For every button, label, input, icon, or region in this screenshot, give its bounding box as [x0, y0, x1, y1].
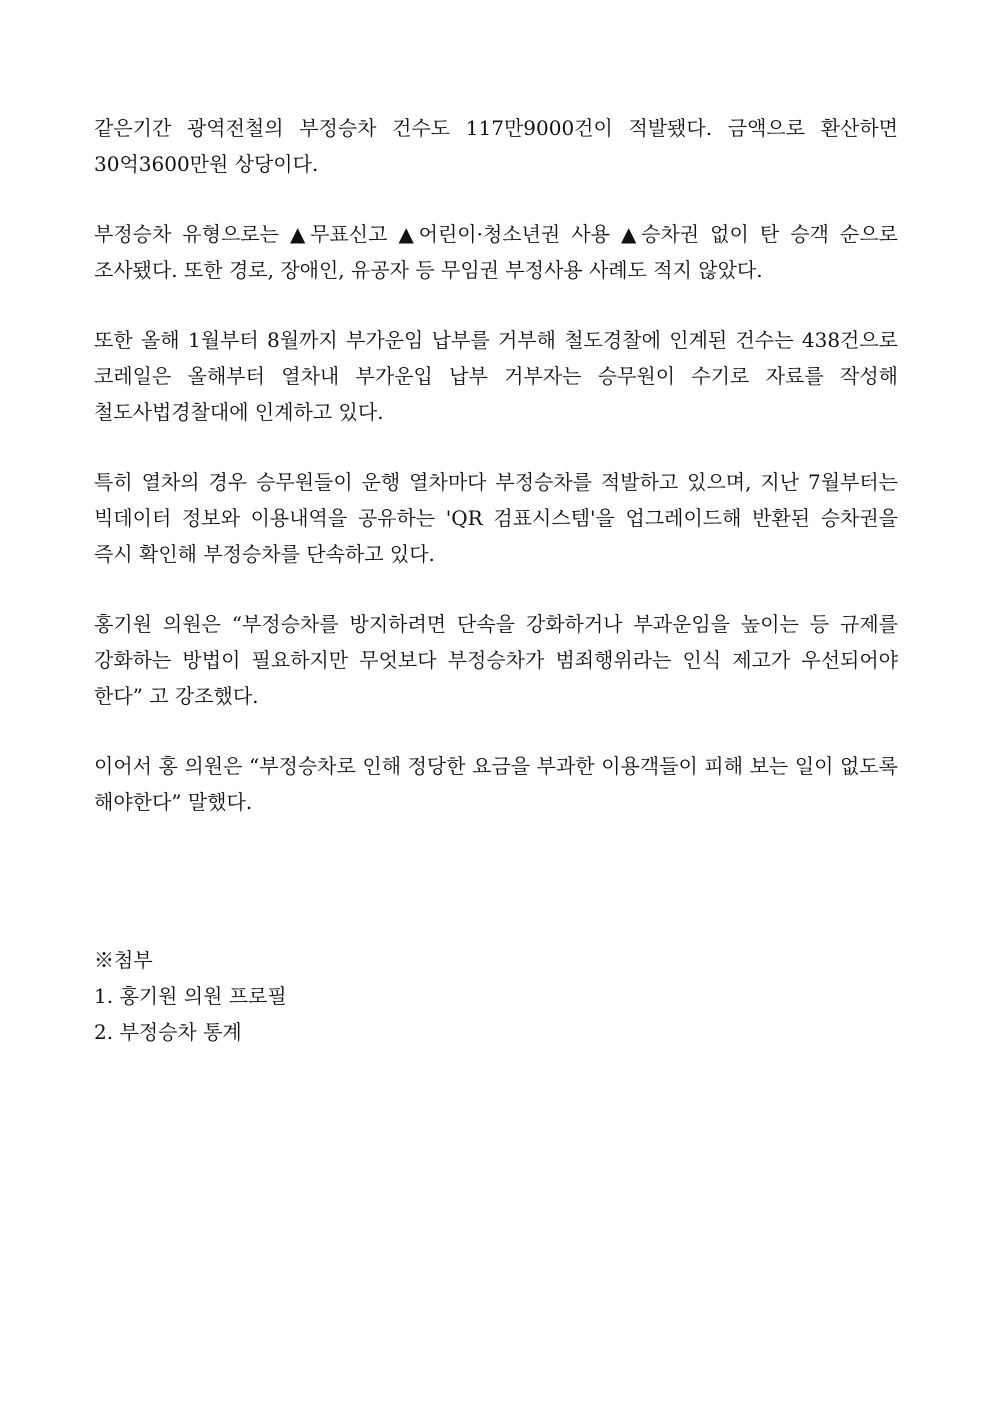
paragraph-fare-evasion-count: 같은기간 광역전철의 부정승차 건수도 117만9000건이 적발됐다. 금액으로 환산하면 30억3600만원 상당이다.: [94, 116, 898, 176]
attachments-heading: ※첨부: [94, 948, 153, 972]
attachment-item-profile: 1. 홍기원 의원 프로필: [94, 984, 287, 1008]
attachment-item-statistics: 2. 부정승차 통계: [94, 1020, 242, 1044]
paragraph-lawmaker-quote-1: 홍기원 의원은 “부정승차를 방지하려면 단속을 강화하거나 부과운임을 높이는 등 규제를 강화하는 방법이 필요하지만 무엇보다 부정승차가 범죄행위라는 인식 제고가 우선되어야 한다” 고 강조했다.: [94, 612, 898, 708]
paragraph-qr-ticketing: 특히 열차의 경우 승무원들이 운행 열차마다 부정승차를 적발하고 있으며, 지난 7월부터는 빅데이터 정보와 이용내역을 공유하는 'QR 검표시스템'을 업그레이드해 반환된 승차권을 즉시 확인해 부정승차를 단속하고 있다.: [94, 470, 898, 566]
paragraph-police-referrals: 또한 올해 1월부터 8월까지 부가운임 납부를 거부해 철도경찰에 인계된 건수는 438건으로 코레일은 올해부터 열차내 부가운입 납부 거부자는 승무원이 수기로 자료를 작성해 철도사법경찰대에 인계하고 있다.: [94, 328, 898, 424]
paragraph-evasion-types: 부정승차 유형으로는 ▲무표신고 ▲어린이·청소년권 사용 ▲승차권 없이 탄 승객 순으로 조사됐다. 또한 경로, 장애인, 유공자 등 무임권 부정사용 사례도 적지 않았다.: [94, 222, 898, 282]
paragraph-lawmaker-quote-2: 이어서 홍 의원은 “부정승차로 인해 정당한 요금을 부과한 이용객들이 피해 보는 일이 없도록 해야한다” 말했다.: [94, 754, 898, 814]
document-body: [94, 110, 898, 854]
attachments-section: [94, 942, 898, 1050]
